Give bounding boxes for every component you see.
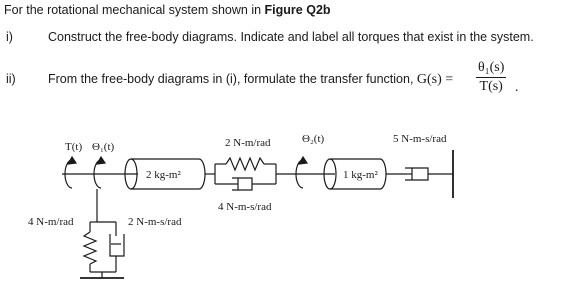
damper-mid-label: 4 N-m-s/rad bbox=[218, 201, 272, 213]
transfer-function-lhs: G(s) = bbox=[416, 72, 454, 87]
top-spring bbox=[226, 158, 264, 170]
item-text-2-body: From the free-body diagrams in (i), formulate the transfer function, bbox=[48, 72, 417, 86]
tf-numerator: θ₁(s) bbox=[476, 60, 506, 78]
tf-denominator: T(s) bbox=[479, 79, 503, 94]
damper-bottom-cylinder bbox=[110, 234, 124, 256]
damper-bottom-label: 2 N-m-s/rad bbox=[128, 216, 182, 228]
item-number-2: ii) bbox=[6, 72, 16, 86]
inertia1-label: 2 kg-m² bbox=[146, 169, 181, 181]
inertia2-label: 1 kg-m² bbox=[343, 169, 378, 181]
bottom-spring bbox=[84, 232, 96, 264]
heading-text: For the rotational mechanical system shown in bbox=[4, 3, 265, 17]
figure-reference: Figure Q2b bbox=[264, 3, 331, 17]
spring-bottom-label: 4 N-m/rad bbox=[28, 216, 74, 228]
tf-period: . bbox=[515, 80, 519, 95]
torque-label: T(t) bbox=[65, 141, 83, 153]
item-number-1: i) bbox=[6, 30, 13, 44]
damper-right-label: 5 N-m-s/rad bbox=[393, 133, 447, 145]
spring-top-label: 2 N-m/rad bbox=[225, 137, 271, 149]
item-text-1: Construct the free-body diagrams. Indicate and label all torques that exist in the system. bbox=[48, 30, 534, 44]
theta1-label: Θ₁(t) bbox=[92, 141, 115, 153]
theta2-label: Θ₂(t) bbox=[302, 133, 325, 145]
